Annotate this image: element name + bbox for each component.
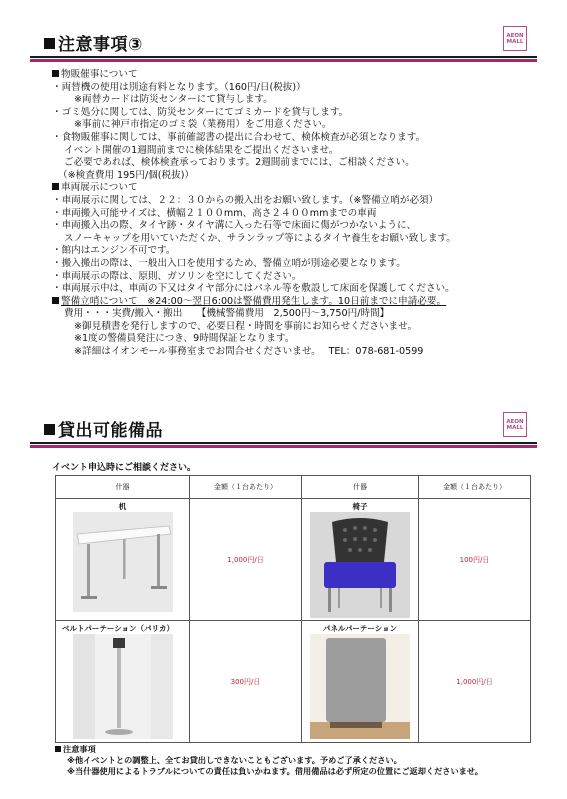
item-name: 机 [118, 502, 127, 511]
equipment-intro: イベント申込時にご相談ください。 [52, 463, 197, 473]
item-name: ベルトパーテーション（パリカ） [62, 624, 174, 633]
header-rule [30, 442, 537, 448]
price-chair: 100円/日 [419, 499, 531, 621]
notes-block [52, 69, 532, 359]
note-line: 警備立哨について ※24:00～翌日6:00は警備費用発生します。10日前までに申請必要。 [52, 296, 532, 309]
footer-line: ※当什器使用によるトラブルについての責任は負いかねます。借用備品は必ず所定の位置にご返却くださいませ。 [67, 766, 483, 776]
note-line: ・搬入搬出の際は、一般出入口を使用するため、警備立哨が別途必要となります。 [52, 257, 406, 269]
equipment-table [55, 475, 531, 743]
price-panel-partition: 1,000円/日 [419, 621, 531, 743]
square-bullet-icon [44, 38, 55, 49]
price-desk: 1,000円/日 [190, 499, 302, 621]
table-icon [73, 512, 173, 612]
aeon-mall-logo: AEON MALL [503, 412, 527, 437]
square-bullet-icon [44, 424, 55, 435]
item-name: 椅子 [352, 502, 368, 511]
belt-partition-icon [73, 634, 173, 739]
header-price: 金額（１台あたり） [419, 476, 531, 499]
header-rule [30, 56, 537, 62]
note-line: ・車両展示に関しては、２２：３０からの搬入出をお願い致します。（※警備立哨が必須） [52, 194, 439, 206]
table-row [56, 621, 531, 743]
note-line: ※1度の警備員発注につき、9時間保証となります。 [74, 333, 295, 345]
square-bullet-icon [55, 746, 61, 752]
note-line: ご必要であれば、検体検査承っております。2週間前までには、ご相談ください。 [64, 157, 415, 169]
note-line: 物販催事について [52, 69, 532, 82]
table-row [56, 499, 531, 621]
note-line: スノーキャップを用いていただくか、サランラップ等によるタイヤ養生をお願い致します。 [64, 232, 456, 244]
note-line: ・両替機の使用は別途有料となります。（160円/日(税抜)） [52, 81, 306, 93]
note-line: ※事前に神戸市指定のゴミ袋（業務用）をご用意ください。 [74, 119, 332, 131]
square-bullet-icon [52, 70, 59, 77]
note-line: 車両展示について [52, 182, 532, 195]
note-line: ※両替カードは防災センターにて貸与します。 [74, 94, 273, 106]
section-title-1: 注意事項③ [44, 30, 143, 55]
section-title-2: 貸出可能備品 [44, 416, 163, 441]
note-line: ・車両展示の際は、原則、ガソリンを空にしてください。 [52, 270, 302, 282]
item-belt-partition [56, 621, 190, 743]
note-line: ・車両搬入出の際、タイヤ跡・タイヤ溝に入った石等で床面に傷がつかないように、 [52, 220, 417, 232]
note-line: ・食物販催事に関しては、事前確認書の提出に合わせて、検体検査が必須となります。 [52, 131, 426, 143]
header-item: 什器 [56, 476, 190, 499]
chair-icon [310, 512, 410, 618]
item-desk [56, 499, 190, 621]
note-line: （※検査費用 195円/個(税抜)） [58, 169, 195, 181]
square-bullet-icon [52, 183, 59, 190]
item-panel-partition [302, 621, 419, 743]
footer-line: ※他イベントとの調整上、全てお貸出しできないこともございます。予めご了承ください。 [67, 755, 402, 765]
note-line: イベント開催の1週間前までに検体結果をご提出くださいませ。 [64, 144, 339, 156]
panel-partition-icon [310, 634, 410, 739]
aeon-mall-logo: AEON MALL [503, 26, 527, 51]
header-item: 什器 [302, 476, 419, 499]
price-belt-partition: 300円/日 [190, 621, 302, 743]
note-line: ・ゴミ処分に関しては、防災センターにてゴミカードを貸与します。 [52, 106, 349, 118]
note-line: 費用・・・実費/搬入・搬出 【機械警備費用 2,500円～3,750円/時間】 [64, 308, 390, 320]
item-chair [302, 499, 419, 621]
note-line: ※御見積書を発行しますので、必要日程・時間を事前にお知らせくださいませ。 [74, 320, 418, 332]
note-line: ・車両搬入可能サイズは、横幅２１００mm、高さ２４００mmまでの車両 [52, 207, 377, 219]
header-price: 金額（１台あたり） [190, 476, 302, 499]
note-line: ・車両展示中は、車両の下又はタイヤ部分にはパネル等を敷設して床面を保護してください。 [52, 283, 455, 295]
section-header-2 [30, 412, 537, 448]
table-header-row [56, 476, 531, 499]
note-line: ※詳細はイオンモール事務室までお問合せくださいませ。 TEL：078-681-0599 [74, 346, 424, 358]
item-name: パネルパーテーション [322, 624, 398, 633]
footer-title: 注意事項 [55, 744, 483, 755]
section-header-1 [30, 26, 537, 62]
square-bullet-icon [52, 297, 59, 304]
footer-notes [55, 744, 483, 777]
note-line: ・館内はエンジン不可です。 [52, 245, 176, 257]
